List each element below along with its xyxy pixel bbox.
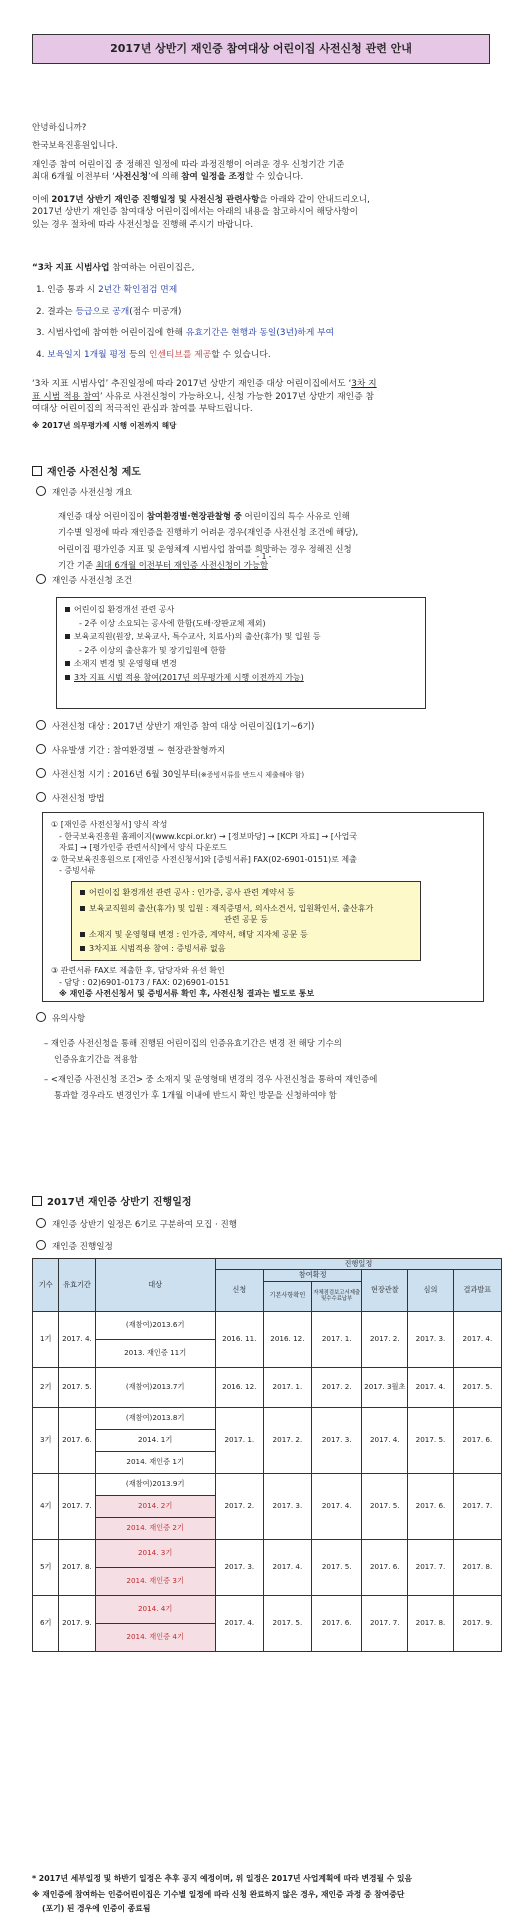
table-cell: 2017. 1. [215, 1407, 263, 1473]
table-cell: 2017. 4. [263, 1539, 311, 1595]
table-cell: (재참여)2013.6기 [95, 1311, 215, 1339]
table-cell: 2017. 4. [453, 1311, 501, 1367]
col-visit: 현장관찰 [362, 1270, 408, 1311]
table-cell: 2기 [33, 1367, 59, 1407]
circle-bullet-icon [36, 792, 46, 802]
page-number: - 1 - [256, 552, 272, 561]
sub-conditions: 재인증 사전신청 조건 [36, 574, 506, 587]
table-cell: 2017. 6. [362, 1539, 408, 1595]
table-cell: 2017. 9. [59, 1595, 95, 1651]
table-cell: 2017. 8. [59, 1539, 95, 1595]
table-cell: 2014. 재인증 4기 [95, 1623, 215, 1651]
table-cell: 2017. 6. [59, 1407, 95, 1473]
table-cell: 2017. 5. [263, 1595, 311, 1651]
table-cell: 2017. 1. [263, 1367, 311, 1407]
apply-method: 사전신청 방법 [36, 792, 506, 805]
table-cell: 2017. 3. [215, 1539, 263, 1595]
table-cell: 2017. 1. [311, 1311, 362, 1367]
table-row [33, 1539, 502, 1567]
section-heading-schedule: 2017년 재인증 상반기 진행일정 [32, 1196, 192, 1211]
apply-period: 사유발생 기간 : 참여환경별 ~ 현장관찰형까지 [36, 744, 506, 757]
pilot-item-2: 2. 결과는 등급으로 공개(점수 미공개) [36, 306, 182, 317]
table-cell: 2017. 5. [59, 1367, 95, 1407]
pilot-item-3: 3. 시범사업에 참여한 어린이집에 한해 유효기간은 현행과 동일(3년)하게 부여 [36, 328, 335, 339]
condition-item: 보육교직원(원장, 보육교사, 특수교사, 치료사)의 출산(휴가) 및 입원 등 [65, 631, 417, 643]
schedule-table [32, 1258, 502, 1652]
table-cell: 2017. 2. [263, 1407, 311, 1473]
intro-p2a: 이에 2017년 상반기 재인증 진행일정 및 사전신청 관련사항을 아래와 같이 안내드리오니, [32, 194, 370, 205]
table-cell: 2017. 3. [311, 1407, 362, 1473]
table-cell: 4기 [33, 1473, 59, 1539]
col-valid: 유효기간 [59, 1259, 95, 1312]
circle-bullet-icon [36, 744, 46, 754]
pilot-item-1: 1. 인증 통과 시 2년간 확인점검 면제 [36, 284, 178, 295]
condition-note: - 2주 이상의 출산휴가 및 장기입원에 한함 [79, 645, 226, 655]
table-cell: 2017. 6. [311, 1595, 362, 1651]
intro-p2b: 2017년 상반기 재인증 참여대상 어린이집에서는 아래의 내용을 참고하시어 해당사항이 [32, 207, 358, 218]
table-cell: 2017. 4. [215, 1595, 263, 1651]
col-apply: 신청 [215, 1270, 263, 1311]
col-self-b: 자체점검보고서제출및수수료납부 [311, 1281, 362, 1311]
schedule-footnote-2a: ※ 재인증에 참여하는 인증어린이집은 기수별 일정에 따라 신청 완료하지 않은 경우, 재인증 과정 중 참여중단 [32, 1890, 405, 1899]
table-cell: 2017. 7. [408, 1539, 454, 1595]
table-cell: 2016. 12. [263, 1311, 311, 1367]
table-cell: 2017. 6. [408, 1473, 454, 1539]
table-cell: (재참여)2013.7기 [95, 1367, 215, 1407]
table-cell: 2017. 3. [408, 1311, 454, 1367]
table-cell: 2017. 2. [311, 1367, 362, 1407]
table-cell: 2017. 8. [408, 1595, 454, 1651]
circle-bullet-icon [36, 574, 46, 584]
table-cell: 2016. 11. [215, 1311, 263, 1367]
intro-p1b: 최대 6개월 이전부터 ‘사전신청’에 의해 참여 일정을 조정할 수 있습니다. [32, 172, 304, 183]
table-cell: 2017. 4. [362, 1407, 408, 1473]
table-row [33, 1407, 502, 1429]
table-cell: 2017. 9. [453, 1595, 501, 1651]
table-cell: 2017. 3. [263, 1473, 311, 1539]
table-cell: 2017. 5. [453, 1367, 501, 1407]
table-cell: 2014. 재인증 1기 [95, 1451, 215, 1473]
sub-schedule-table: 재인증 진행일정 [36, 1240, 506, 1253]
table-cell: 2017. 2. [362, 1311, 408, 1367]
table-cell: 2017. 4. [311, 1473, 362, 1539]
condition-item: 소재지 변경 및 운영형태 변경 [65, 658, 417, 670]
table-cell: 2014. 3기 [95, 1539, 215, 1567]
overview-body: 재인증 대상 어린이집이 참여환경별·현장관찰형 중 어린이집의 특수 사유로 인해 기수별 일정에 따라 재인증을 진행하기 어려운 경우(재인증 사전신청 조건에 해당), 어린이집 평가인증 지표 및 운영체계 시범사업 참여를 희망하는 경우 정해진 신청 기간 기준 최대 6개월 이전부터 재인증 사전신청이 가능함 [58, 511, 359, 571]
table-cell: 1기 [33, 1311, 59, 1367]
table-cell: (재참여)2013.9기 [95, 1473, 215, 1495]
circle-bullet-icon [36, 1240, 46, 1250]
intro-p2c: 있는 경우 절차에 따라 사전신청을 진행해 주시기 바랍니다. [32, 219, 254, 230]
pilot-lead: “3차 지표 시범사업 참여하는 어린이집은, [32, 263, 195, 273]
schedule-footnote-2b: (포기) 된 경우에 인증이 종료됨 [42, 1904, 151, 1913]
table-cell: 2017. 4. [408, 1367, 454, 1407]
table-row [33, 1311, 502, 1339]
table-cell: 2017. 7. [59, 1473, 95, 1539]
table-cell: 2014. 재인증 3기 [95, 1567, 215, 1595]
method-box: ① [재인증 사전신청서] 양식 작성 - 한국보육진흥원 홈페이지(www.kcpi.or.kr) → [정보마당] → [KCPI 자료] → [사업국 자료] → [평가인증 관련서식]에서 양식 다운로드 ② 한국보육진흥원으로 [재인증 사전신청서]와 [증빙서류] FAX(02-6901-0151)로 제출 - 증빙서류 어린이집 환경개선 관련 공사 : 인가증, 공사 관련 계약서 등 보육교직원의 출산(휴가) 및 입원 : 재직증명서, 의사소견서, 입원확인서, 출산휴가 관련 공문 등 소재지 및 운영형태 변경 : 인가증, 계약서, 해당 지자체 공문 등 3차지표 시범적용 참여 : 증빙서류 없음 ③ 관련서류 FAX로 제출한 후, 담당자와 유선 확인 - 담당 : 02)6901-0173 / FAX: 02)6901-0151 ※ 재인증 사전신청서 및 증빙서류 확인 후, 사전신청 결과는 별도로 통보 [42, 812, 484, 1002]
table-row [33, 1367, 502, 1407]
circle-bullet-icon [36, 768, 46, 778]
table-cell: 5기 [33, 1539, 59, 1595]
table-cell: 2014. 2기 [95, 1495, 215, 1517]
condition-item: 어린이집 환경개선 관련 공사 [65, 604, 417, 616]
pilot-item-4: 4. 보육일지 1개월 평정 등의 인센티브를 제공할 수 있습니다. [36, 350, 271, 360]
table-cell: 2016. 12. [215, 1367, 263, 1407]
table-cell: (재참여)2013.8기 [95, 1407, 215, 1429]
apply-start: 사전신청 시기 : 2016년 6월 30일부터(※증빙서류를 반드시 제출해야 함) [36, 768, 506, 781]
pilot-para-a: ‘3차 지표 시범사업’ 추진일정에 따라 2017년 상반기 재인증 대상 어린이집에서도 ‘3차 지 [32, 378, 377, 389]
pilot-para-c: 여대상 어린이집의 적극적인 관심과 참여를 부탁드립니다. [32, 404, 253, 415]
table-cell: 2014. 1기 [95, 1429, 215, 1451]
table-cell: 2017. 8. [453, 1539, 501, 1595]
evidence-item: 소재지 및 운영형태 변경 : 인가증, 계약서, 해당 지자체 공문 등 [80, 929, 412, 941]
checkbox-square-icon [32, 466, 42, 476]
pilot-para-b: 표 시범 적용 참여’ 사유로 사전신청이 가능하오니, 신청 가능한 2017년 상반기 재인증 참 [32, 391, 374, 402]
col-self-a: 기본사항확인 [263, 1281, 311, 1311]
condition-note: - 2주 이상 소요되는 공사에 한함(도배·장판교체 제외) [79, 618, 266, 628]
circle-bullet-icon [36, 720, 46, 730]
table-cell: 6기 [33, 1595, 59, 1651]
table-cell: 2014. 재인증 2기 [95, 1517, 215, 1539]
apply-target: 사전신청 대상 : 2017년 상반기 재인증 참여 대상 어린이집(1기~6기) [36, 720, 506, 733]
circle-bullet-icon [36, 1218, 46, 1228]
page-title [32, 34, 490, 64]
evidence-item: 보육교직원의 출산(휴가) 및 입원 : 재직증명서, 의사소견서, 입원확인서, 출산휴가 [80, 903, 412, 915]
table-cell: 2017. 7. [453, 1473, 501, 1539]
table-cell: 2017. 6. [453, 1407, 501, 1473]
intro-block [32, 122, 502, 231]
pilot-block [32, 262, 502, 431]
table-row [33, 1473, 502, 1495]
condition-item: 3차 지표 시범 적용 참여(2017년 의무평가제 시행 이전까지 가능) [65, 672, 417, 684]
checkbox-square-icon [32, 1196, 42, 1206]
col-gisu: 기수 [33, 1259, 59, 1312]
circle-bullet-icon [36, 486, 46, 496]
conditions-box [56, 597, 426, 709]
table-cell: 2013. 재인증 11기 [95, 1339, 215, 1367]
table-cell: 2017. 7. [362, 1595, 408, 1651]
table-cell: 3기 [33, 1407, 59, 1473]
table-row [33, 1595, 502, 1623]
evidence-item: 3차지표 시범적용 참여 : 증빙서류 없음 [80, 943, 412, 955]
pilot-note: ※ 2017년 의무평가제 시행 이전까지 해당 [32, 421, 177, 430]
title-text: 2017년 상반기 재인증 참여대상 어린이집 사전신청 관련 안내 [110, 42, 412, 56]
section-heading-system: 재인증 사전신청 제도 [32, 466, 141, 481]
evidence-item: 어린이집 환경개선 관련 공사 : 인가증, 공사 관련 계약서 등 [80, 887, 412, 899]
greeting: 안녕하십니까? [32, 123, 87, 133]
circle-bullet-icon [36, 1012, 46, 1022]
sub-overview: 재인증 사전신청 개요 [36, 486, 506, 499]
col-selfcheck: 참여확정 [263, 1270, 362, 1281]
col-result: 결과발표 [453, 1270, 501, 1311]
col-review: 심의 [408, 1270, 454, 1311]
table-cell: 2014. 4기 [95, 1595, 215, 1623]
notice-heading: 유의사항 [36, 1012, 506, 1025]
col-progress: 진행일정 [215, 1259, 501, 1270]
evidence-box: 어린이집 환경개선 관련 공사 : 인가증, 공사 관련 계약서 등 보육교직원의 출산(휴가) 및 입원 : 재직증명서, 의사소견서, 입원확인서, 출산휴가 관련 공문 등 소재지 및 운영형태 변경 : 인가증, 계약서, 해당 지자체 공문 등 3차지표 시범적용 참여 : 증빙서류 없음 [71, 881, 421, 961]
schedule-footnote-1: * 2017년 세부일정 및 하반기 일정은 추후 공지 예정이며, 위 일정은 2017년 사업계획에 따라 변경될 수 있음 [32, 1874, 413, 1883]
notice-body: – 재인증 사전신청을 통해 진행된 어린이집의 인증유효기간은 변경 전 해당 기수의 인증유효기간을 적용함 – <재인증 사전신청 조건> 중 소재지 및 운영형태 변경의 경우 사전신청을 통하여 재인증에 통과할 경우라도 변경인가 후 1개월 이내에 반드시 확인 방문을 신청하여야 함 [44, 1038, 378, 1100]
table-cell: 2017. 5. [311, 1539, 362, 1595]
col-target: 대상 [95, 1259, 215, 1312]
table-cell: 2017. 5. [408, 1407, 454, 1473]
table-cell: 2017. 4. [59, 1311, 95, 1367]
intro-p1a: 재인증 참여 어린이집 중 정해진 일정에 따라 과정진행이 어려운 경우 신청기간 기준 [32, 159, 345, 170]
org-line: 한국보육진흥원입니다. [32, 141, 118, 152]
sub-schedule-summary: 재인증 상반기 일정은 6기로 구분하여 모집 · 진행 [36, 1218, 506, 1231]
table-cell: 2017. 3월초 [362, 1367, 408, 1407]
table-cell: 2017. 2. [215, 1473, 263, 1539]
table-cell: 2017. 5. [362, 1473, 408, 1539]
